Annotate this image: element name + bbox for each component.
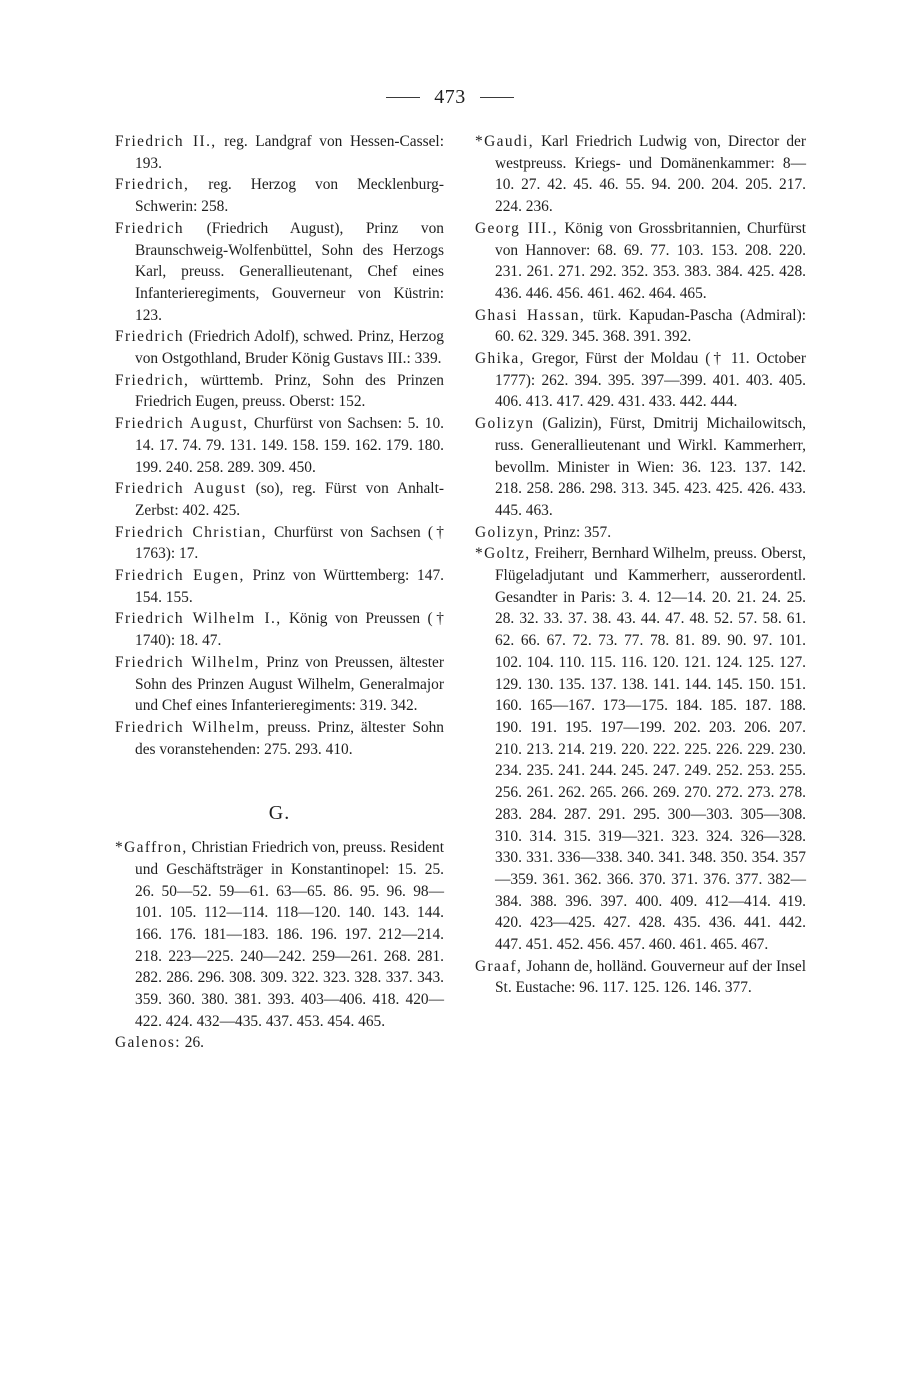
- right-entries: [475, 131, 806, 999]
- entry-head: Friedrich Wilhelm,: [115, 718, 261, 736]
- entry-text: türk. Kapudan-Pascha (Admiral): 60. 62. 329. 345. 368. 391. 392.: [495, 306, 806, 346]
- index-entry: [475, 348, 806, 413]
- entry-text: (so), reg. Fürst von Anhalt-Zerbst: 402. 425.: [135, 480, 444, 519]
- section-heading: G.: [268, 802, 291, 825]
- entry-text: (Friedrich August), Prinz von Braunschweig-Wolfenbüttel, Sohn des Herzogs Karl, preuss. Generallieutenant, Chef eines Infanterieregiments, Gouverneur von Küstrin: 123.: [135, 219, 444, 324]
- entry-head: Friedrich: [115, 328, 185, 346]
- entry-text: preuss. Prinz, ältester Sohn des voranstehenden: 275. 293. 410.: [135, 718, 444, 758]
- entry-text: Prinz von Württemberg: 147. 154. 155.: [135, 567, 444, 606]
- index-entry: [115, 608, 444, 651]
- entry-text: 26.: [184, 1034, 205, 1052]
- entry-head: Friedrich: [115, 219, 185, 237]
- left-column: [115, 131, 444, 1054]
- entry-head: Friedrich,: [115, 176, 190, 194]
- entry-head: Georg III.,: [475, 219, 558, 237]
- index-entry: [115, 413, 444, 478]
- entry-head: Golizyn,: [475, 523, 540, 541]
- entry-head: Friedrich August,: [115, 415, 249, 433]
- entry-text: reg. Herzog von Mecklenburg-Schwerin: 258.: [135, 176, 444, 216]
- entry-text: Gregor, Fürst der Moldau († 11. October 1777): 262. 394. 395. 397—399. 401. 403. 405. 406. 413. 417. 429. 431. 433. 442. 444.: [495, 350, 806, 411]
- entry-head: Friedrich Christian,: [115, 523, 267, 541]
- entry-text: Johann de, holländ. Gouverneur auf der Insel St. Eustache: 96. 117. 125. 126. 146. 377.: [495, 957, 806, 997]
- page-number: 473: [434, 86, 466, 108]
- entry-head: Ghasi Hassan,: [475, 306, 586, 324]
- index-entry: [115, 837, 444, 1032]
- entry-head: *Gaffron,: [115, 839, 188, 857]
- entry-text: (Galizin), Fürst, Dmitrij Michailowitsch, russ. Generallieutenant und Wirkl. Kammerherr, bevollm. Minister in Wien: 36. 123. 137. 142. 218. 258. 286. 298. 313. 345. 423. 425. 426. 433. 445. 463.: [495, 415, 806, 519]
- left-entries-before: [115, 131, 444, 760]
- index-entry: [115, 652, 444, 717]
- entry-head: Friedrich Wilhelm I.,: [115, 610, 282, 628]
- header-rule-left: [386, 97, 420, 98]
- entry-head: *Gaudi,: [475, 133, 534, 150]
- index-entry: [115, 1032, 444, 1054]
- entry-text: Prinz: 357.: [543, 523, 612, 541]
- entry-head: Golizyn: [475, 415, 535, 433]
- entry-head: Friedrich II.,: [115, 133, 217, 150]
- entry-head: Friedrich,: [115, 371, 190, 389]
- index-entry: [115, 717, 444, 760]
- entry-text: Freiherr, Bernhard Wilhelm, preuss. Oberst, Flügeladjutant und Kammerherr, ausserordentl. Gesandter in Paris: 3. 4. 12—14. 20. 21. 24. 25. 28. 32. 33. 37. 38. 43. 44. 47. 48. 52. 57. 58. 61. 62. 66. 67. 72. 73. 77. 78. 81. 89. 90. 97. 101. 102. 104. 110. 115. 116. 120. 121. 124. 125. 127. 129. 130. 135. 137. 138. 141. 144. 145. 150. 151. 160. 165—167. 173—175. 184. 185. 187. 188. 190. 191. 195. 197—199. 202. 203. 206. 207. 210. 213. 214. 219. 220. 222. 225. 226. 229. 230. 234. 235. 241. 244. 245. 247. 249. 252. 253. 255. 256. 261. 262. 265. 266. 269. 270. 272. 273. 278. 283. 284. 287. 291. 295. 300—303. 305—308. 310. 314. 315. 319—321. 323. 324. 326—328. 330. 331. 336—338. 340. 341. 348. 350. 354. 357—359. 361. 362. 366. 370. 371. 376. 377. 382—384. 388. 396. 397. 400. 409. 412—414. 419. 420. 423—425. 427. 428. 435. 436. 441. 442. 447. 451. 452. 456. 457. 460. 461. 465. 467.: [495, 545, 806, 954]
- entry-head: Friedrich August: [115, 480, 247, 498]
- header-rule-right: [480, 97, 514, 98]
- entry-text: reg. Landgraf von Hessen-Cassel: 193.: [135, 133, 444, 172]
- entry-text: Christian Friedrich von, preuss. Resident und Geschäftsträger in Konstantinopel: 15. 25. 26. 50—52. 59—61. 63—65. 86. 95. 96. 98—101. 105. 112—114. 118—120. 140. 143. 144. 166. 176. 181—183. 186. 196. 197. 212—214. 218. 223—225. 240—242. 259—261. 268. 281. 282. 286. 296. 308. 309. 322. 323. 328. 337. 343. 359. 360. 380. 381. 393. 403—406. 418. 420—422. 424. 432—435. 437. 453. 454. 465.: [135, 839, 444, 1030]
- index-entry: [115, 565, 444, 608]
- index-entry: [115, 370, 444, 413]
- entry-text: König von Preussen († 1740): 18. 47.: [135, 610, 444, 650]
- entry-head: Friedrich Wilhelm,: [115, 653, 260, 671]
- entry-text: König von Grossbritannien, Churfürst von Hannover: 68. 69. 77. 103. 153. 208. 220. 231. 261. 271. 292. 352. 353. 383. 384. 425. 428. 436. 446. 456. 461. 462. 464. 465.: [495, 219, 806, 302]
- entry-head: Friedrich Eugen,: [115, 567, 245, 585]
- index-entry: [115, 218, 444, 327]
- entry-text: Churfürst von Sachsen: 5. 10. 14. 17. 74. 79. 131. 149. 158. 159. 162. 179. 180. 199. 240. 258. 289. 309. 450.: [135, 415, 444, 476]
- entry-head: Ghika,: [475, 350, 525, 368]
- index-entry: [475, 543, 806, 955]
- entry-head: *Goltz,: [475, 545, 531, 563]
- entry-text: Prinz von Preussen, ältester Sohn des Prinzen August Wilhelm, Generalmajor und Chef eines Infanterieregiments: 319. 342.: [135, 653, 444, 715]
- index-entry: [115, 174, 444, 217]
- entry-head: Galenos:: [115, 1034, 181, 1052]
- index-entry: [475, 218, 806, 305]
- index-entry: [115, 131, 444, 174]
- index-entry: [115, 326, 444, 369]
- entry-text: (Friedrich Adolf), schwed. Prinz, Herzog von Ostgothland, Bruder König Gustavs III.: 339.: [135, 328, 444, 368]
- entry-text: Karl Friedrich Ludwig von, Director der westpreuss. Kriegs- und Domänenkammer: 8—10. 27. 42. 45. 46. 55. 94. 200. 204. 205. 217. 224. 236.: [495, 133, 806, 216]
- entry-text: württemb. Prinz, Sohn des Prinzen Friedrich Eugen, preuss. Oberst: 152.: [135, 371, 444, 411]
- index-entry: [475, 956, 806, 999]
- index-entry: [115, 522, 444, 565]
- left-entries-after: [115, 837, 444, 1054]
- index-entry: [115, 478, 444, 521]
- entry-text: Churfürst von Sachsen († 1763): 17.: [135, 523, 444, 563]
- index-entry: [475, 131, 806, 218]
- index-entry: [475, 305, 806, 348]
- index-entry: [475, 522, 806, 544]
- entry-head: Graaf,: [475, 957, 523, 975]
- page-header: [0, 86, 900, 109]
- right-column: [475, 131, 806, 999]
- index-entry: [475, 413, 806, 522]
